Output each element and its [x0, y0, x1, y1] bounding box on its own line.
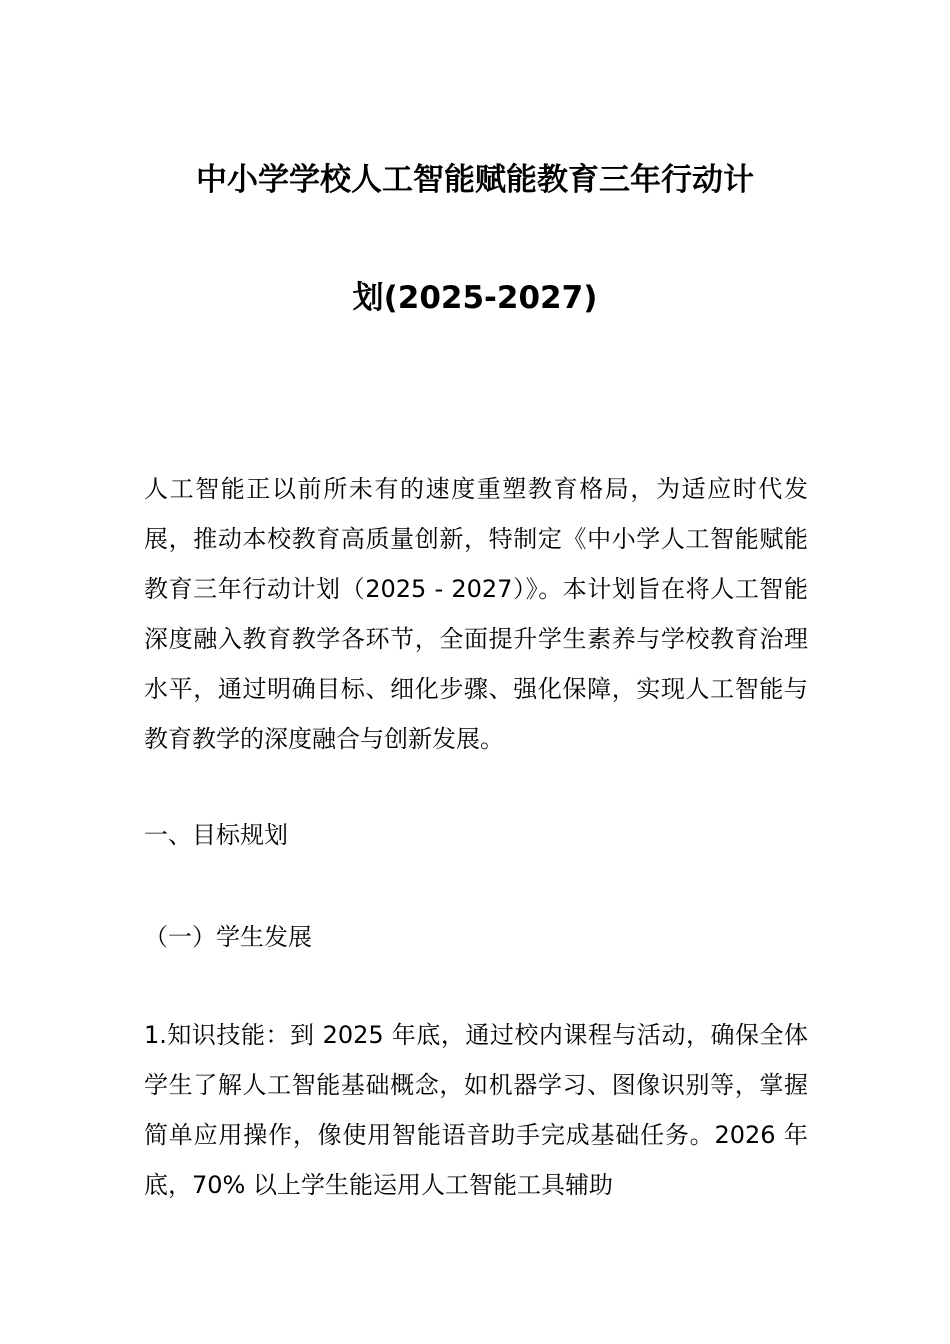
section-heading-goals: 一、目标规划: [144, 821, 288, 849]
subsection-heading-student-development: （一）学生发展: [144, 923, 312, 951]
document-title-line-1: 中小学学校人工智能赋能教育三年行动计: [196, 162, 754, 198]
document-title-line-2: 划(2025-2027): [352, 280, 598, 316]
intro-paragraph: 人工智能正以前所未有的速度重塑教育格局，为适应时代发展，推动本校教育高质量创新，特制定《中小学人工智能赋能教育三年行动计划（2025 - 2027）》。本计划旨在将人工智能深度融入教育教学各环节，全面提升学生素养与学校教育治理水平，通过明确目标、细化步骤、强化保障，实现人工智能与教育教学的深度融合与创新发展。: [144, 475, 808, 753]
item-paragraph-knowledge-skills: 1.知识技能：到 2025 年底，通过校内课程与活动，确保全体学生了解人工智能基础概念，如机器学习、图像识别等，掌握简单应用操作，像使用智能语音助手完成基础任务。2026 年底，70% 以上学生能运用人工智能工具辅助: [144, 1021, 808, 1199]
